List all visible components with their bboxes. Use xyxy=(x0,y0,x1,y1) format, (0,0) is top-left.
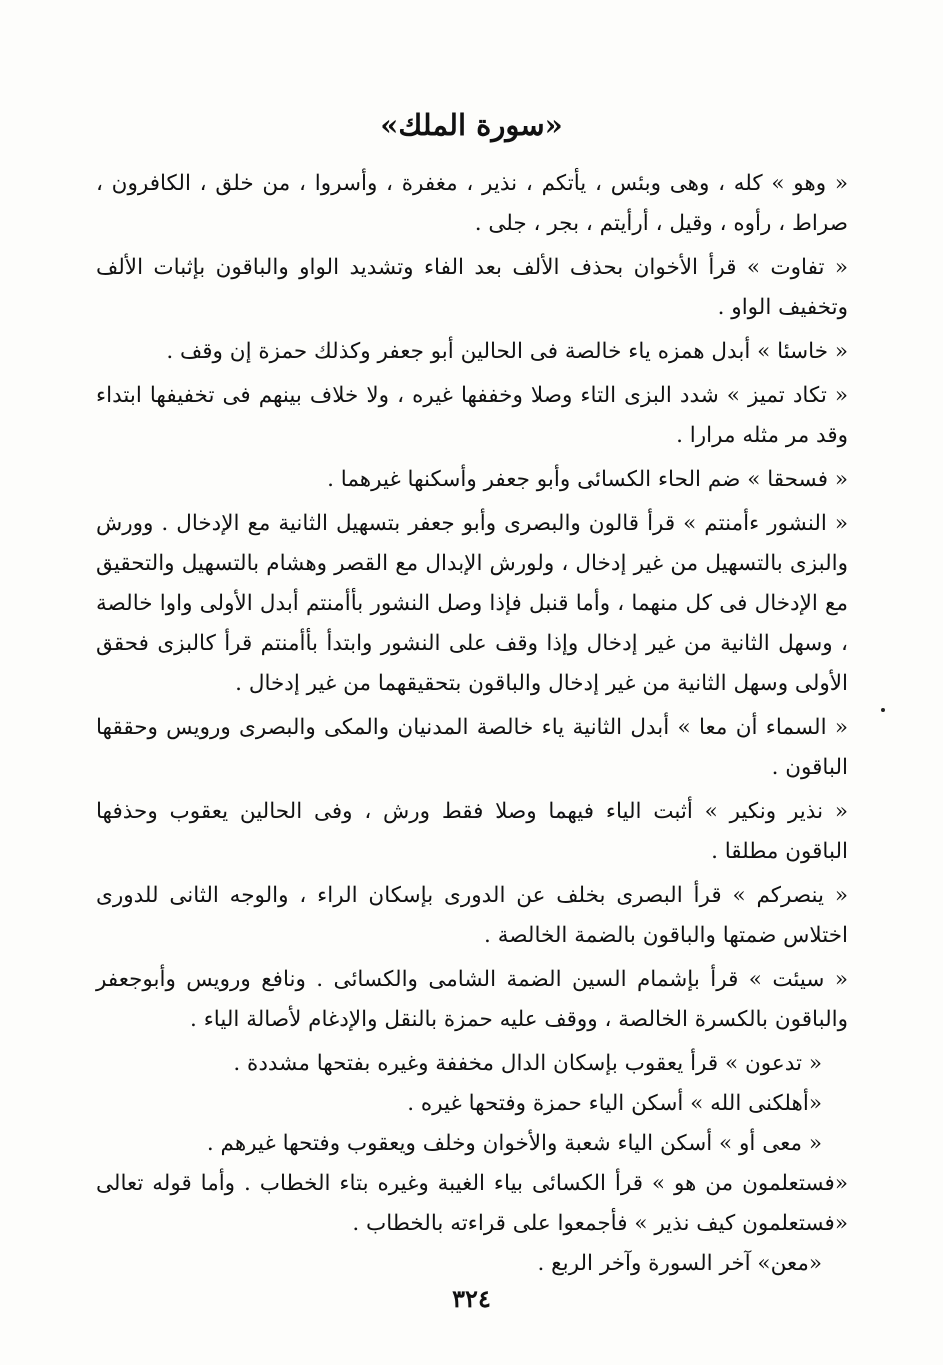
page-number: ٣٢٤ xyxy=(452,1284,491,1313)
paragraph-14: «فستعلمون من هو » قرأ الكسائى بياء الغيبة وغيره بتاء الخطاب . وأما قوله تعالى «فستعلمون كيف نذير » فأجمعوا على قراءته بالخطاب . xyxy=(96,1171,848,1236)
page-body xyxy=(96,164,848,1284)
paragraph-4: « تكاد تميز » شدد البزى التاء وصلا وخففها غيره ، ولا خلاف بينهم فى تخفيفها ابتداء وقد مر مثله مرارا . xyxy=(96,383,848,448)
paragraph-15: «معن» آخر السورة وآخر الربع . xyxy=(537,1251,822,1276)
paragraph-3: « خاسئا » أبدل همزه ياء خالصة فى الحالين أبو جعفر وكذلك حمزة إن وقف . xyxy=(166,339,848,364)
paragraph-7: « السماء أن معا » أبدل الثانية ياء خالصة المدنيان والمكى والبصرى ورويس وحققها الباقون . xyxy=(96,715,848,780)
margin-mark xyxy=(881,708,885,712)
paragraph-6: « النشور ءأمنتم » قرأ قالون والبصرى وأبو جعفر بتسهيل الثانية مع الإدخال . وورش والبزى بالتسهيل من غير إدخال ، ولورش الإبدال مع القصر وهشام بالتسهيل والتحقيق مع الإدخال فى كل منهما ، وأما قنبل فإذا وصل النشور بأأمنتم أبدل الأولى واوا خالصة ، وسهل الثانية من غير إدخال وإذا وقف على النشور وابتدأ بأأمنتم قرأ كالبزى فحقق الأولى وسهل الثانية من غير إدخال والباقون بتحقيقهما من غير إدخال . xyxy=(96,511,848,696)
paragraph-13: « معى أو » أسكن الياء شعبة والأخوان وخلف ويعقوب وفتحها غيرهم . xyxy=(206,1131,822,1156)
paragraph-1: « وهو » كله ، وهى وبئس ، يأتكم ، نذير ، مغفرة ، وأسروا ، من خلق ، الكافرون ، صراط ، رأوه ، وقيل ، أرأيتم ، بجر ، جلى . xyxy=(96,171,848,236)
page-title: «سورة الملك» xyxy=(380,108,563,142)
paragraph-10: « سيئت » قرأ بإشمام السين الضمة الشامى والكسائى . ونافع ورويس وأبوجعفر والباقون بالكسرة الخالصة ، ووقف عليه حمزة بالنقل والإدغام لأصالة الياء . xyxy=(96,967,848,1032)
paragraph-12: «أهلكنى الله » أسكن الياء حمزة وفتحها غيره . xyxy=(407,1091,822,1116)
paragraph-2: « تفاوت » قرأ الأخوان بحذف الألف بعد الفاء وتشديد الواو والباقون بإثبات الألف وتخفيف الواو . xyxy=(96,255,848,320)
paragraph-9: « ينصركم » قرأ البصرى بخلف عن الدورى بإسكان الراء ، والوجه الثانى للدورى اختلاس ضمتها والباقون بالضمة الخالصة . xyxy=(96,883,848,948)
paragraph-8: « نذير ونكير » أثبت الياء فيهما وصلا فقط ورش ، وفى الحالين يعقوب وحذفها الباقون مطلقا . xyxy=(96,799,848,864)
paragraph-5: « فسحقا » ضم الحاء الكسائى وأبو جعفر وأسكنها غيرهما . xyxy=(327,467,848,492)
paragraph-11: « تدعون » قرأ يعقوب بإسكان الدال مخففة وغيره بفتحها مشددة . xyxy=(233,1051,822,1076)
